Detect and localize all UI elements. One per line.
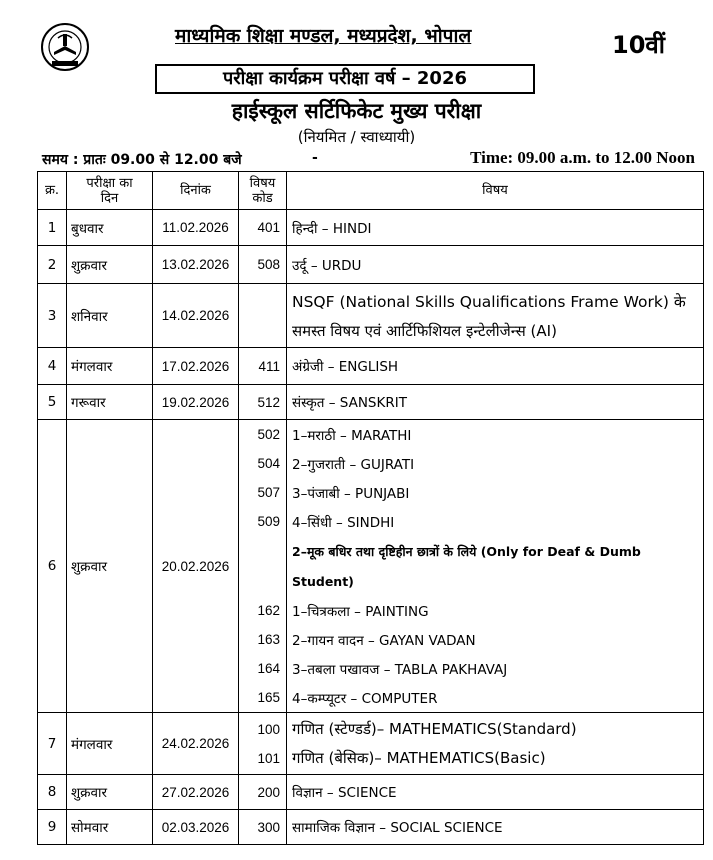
code-165: 165 [257, 690, 280, 705]
code-cell: 411 [239, 348, 287, 385]
table-row [38, 210, 704, 246]
date-cell: 13.02.2026 [153, 246, 239, 284]
subject-gujrati: 2–गुजराती – GUJRATI [292, 456, 415, 473]
day-cell: शुक्रवार [67, 246, 153, 284]
nsqf-line: NSQF (National Skills Qualifications Frame Work) के [292, 292, 686, 311]
subject-cell: विज्ञान – SCIENCE [287, 775, 704, 810]
code-cell [239, 420, 287, 713]
subject-maths-basic: गणित (बेसिक)– MATHEMATICS(Basic) [292, 749, 546, 767]
date-cell: 24.02.2026 [153, 713, 239, 775]
sn-cell: 8 [38, 775, 67, 810]
day-cell: शुक्रवार [67, 420, 153, 713]
table-row [38, 810, 704, 845]
table-row [38, 420, 704, 713]
code-163: 163 [257, 632, 280, 647]
code-cell: 401 [239, 210, 287, 246]
subject-cell [287, 420, 704, 713]
sn-cell: 3 [38, 284, 67, 348]
subject-painting: 1–चित्रकला – PAINTING [292, 603, 429, 620]
header-day [67, 172, 153, 210]
day-cell: शनिवार [67, 284, 153, 348]
day-cell: मंगलवार [67, 713, 153, 775]
code-cell: 512 [239, 385, 287, 420]
table-row [38, 348, 704, 385]
header-code-line2: कोड [252, 190, 273, 206]
subject-sindhi: 4–सिंधी – SINDHI [292, 514, 395, 531]
sn-cell: 2 [38, 246, 67, 284]
subject-computer: 4–कम्प्यूटर – COMPUTER [292, 690, 438, 707]
header-code [239, 172, 287, 210]
sn-cell: 9 [38, 810, 67, 845]
date-cell: 14.02.2026 [153, 284, 239, 348]
code-164: 164 [257, 661, 280, 676]
class-label: 10वीं [612, 31, 665, 59]
sn-cell: 4 [38, 348, 67, 385]
date-cell: 27.02.2026 [153, 775, 239, 810]
code-162: 162 [257, 603, 280, 618]
date-cell: 19.02.2026 [153, 385, 239, 420]
subject-maths-standard: गणित (स्टेण्डर्ड)– MATHEMATICS(Standard) [292, 720, 577, 738]
time-english: Time: 09.00 a.m. to 12.00 Noon [470, 148, 695, 167]
date-cell: 17.02.2026 [153, 348, 239, 385]
exam-schedule-title: परीक्षा कार्यक्रम परीक्षा वर्ष – 2026 [155, 64, 535, 94]
sn-cell: 1 [38, 210, 67, 246]
table-row [38, 246, 704, 284]
code-504: 504 [257, 456, 280, 471]
subject-tabla: 3–तबला पखावज – TABLA PAKHAVAJ [292, 661, 508, 678]
time-hindi: समय : प्रातः 09.00 से 12.00 बजे [42, 152, 242, 168]
sn-cell: 5 [38, 385, 67, 420]
code-cell [239, 713, 287, 775]
exam-schedule-table [37, 171, 704, 845]
exam-name: हाईस्कूल सर्टिफिकेट मुख्य परीक्षा [231, 99, 482, 123]
subject-cell [287, 284, 704, 348]
code-cell: 300 [239, 810, 287, 845]
day-cell: शुक्रवार [67, 775, 153, 810]
code-cell [239, 284, 287, 348]
header-date: दिनांक [153, 172, 239, 210]
sn-cell: 7 [38, 713, 67, 775]
day-cell: सोमवार [67, 810, 153, 845]
exam-mode: (नियमित / स्वाध्यायी) [297, 128, 416, 146]
dash-separator: - [312, 150, 318, 166]
sn-cell: 6 [38, 420, 67, 713]
code-507: 507 [257, 485, 280, 500]
code-100: 100 [257, 721, 280, 737]
code-cell: 508 [239, 246, 287, 284]
day-cell: बुधवार [67, 210, 153, 246]
board-emblem-icon [40, 22, 90, 72]
ai-line: समस्त विषय एवं आर्टिफिशियल इन्टेलीजेन्स (AI) [292, 321, 557, 340]
day-cell: मंगलवार [67, 348, 153, 385]
header-subject: विषय [287, 172, 704, 210]
code-cell: 200 [239, 775, 287, 810]
date-cell: 11.02.2026 [153, 210, 239, 246]
date-cell: 20.02.2026 [153, 420, 239, 713]
special-note-continued: Student) [292, 573, 354, 589]
special-note: 2–मूक बधिर तथा दृष्टिहीन छात्रों के लिये (Only for Deaf & Dumb [292, 543, 641, 559]
table-row [38, 775, 704, 810]
header-day-line2: दिन [100, 190, 119, 206]
table-row [38, 284, 704, 348]
table-row [38, 385, 704, 420]
header-day-line1: परीक्षा का [86, 175, 133, 191]
day-cell: गरूवार [67, 385, 153, 420]
subject-cell: अंग्रेजी – ENGLISH [287, 348, 704, 385]
subject-cell: उर्दू – URDU [287, 246, 704, 284]
subject-gayan-vadan: 2–गायन वादन – GAYAN VADAN [292, 632, 476, 649]
subject-punjabi: 3–पंजाबी – PUNJABI [292, 485, 410, 502]
subject-cell [287, 713, 704, 775]
code-509: 509 [257, 514, 280, 529]
code-502: 502 [257, 427, 280, 442]
table-header-row [38, 172, 704, 210]
board-name: माध्यमिक शिक्षा मण्डल, मध्यप्रदेश, भोपाल [175, 25, 472, 47]
table-row [38, 713, 704, 775]
subject-cell: संस्कृत – SANSKRIT [287, 385, 704, 420]
subject-cell: हिन्दी – HINDI [287, 210, 704, 246]
subject-marathi: 1–मराठी – MARATHI [292, 427, 412, 444]
header-code-line1: विषय [249, 175, 276, 191]
date-cell: 02.03.2026 [153, 810, 239, 845]
code-101: 101 [257, 750, 280, 766]
header-sn: क्र. [38, 172, 67, 210]
subject-cell: सामाजिक विज्ञान – SOCIAL SCIENCE [287, 810, 704, 845]
